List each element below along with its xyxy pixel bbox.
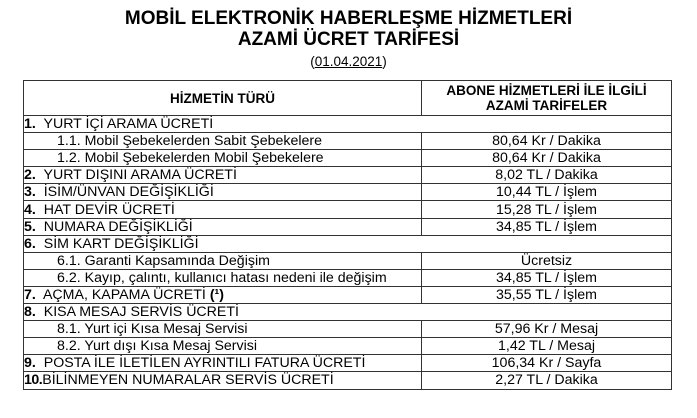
sub-item-row [24, 252, 672, 269]
service-cell [24, 133, 422, 150]
service-label: SİM KART DEĞİŞİKLİĞİ [43, 235, 199, 252]
sub-item-row [24, 321, 672, 338]
section-row [24, 235, 672, 252]
service-cell [24, 338, 422, 355]
item-number: 7. [24, 286, 36, 303]
sub-item-row [24, 338, 672, 355]
date-close-paren: ) [382, 54, 387, 69]
footnote-marker: (¹) [209, 286, 225, 303]
tariff-value-cell: 34,85 TL / İşlem [422, 269, 672, 286]
table-row [24, 167, 672, 184]
service-label: KISA MESAJ SERVİS ÜCRETİ [43, 304, 239, 321]
table-row [24, 218, 672, 235]
service-cell [24, 286, 422, 303]
tariff-value-cell: 106,34 Kr / Sayfa [422, 355, 672, 372]
service-label: POSTA İLE İLETİLEN AYRINTILI FATURA ÜCRETİ [43, 355, 366, 372]
document-title-line-2: AZAMİ ÜCRET TARİFESİ [237, 29, 460, 50]
tariff-value-cell: 15,28 TL / İşlem [422, 201, 672, 218]
service-label: NUMARA DEĞİŞİKLİĞİ [43, 218, 193, 235]
tariff-value-cell: 1,42 TL / Mesaj [422, 338, 672, 355]
tariff-value-cell: 10,44 TL / İşlem [422, 184, 672, 201]
table-row [24, 184, 672, 201]
table-row [24, 355, 672, 372]
tariff-value-cell: Ücretsiz [422, 252, 672, 269]
column-header-tariffs-line-2: AZAMİ TARİFELER [485, 98, 608, 113]
table-header-row [24, 81, 672, 116]
service-cell [24, 116, 672, 133]
spacer [36, 236, 44, 252]
table-row [24, 372, 672, 389]
spacer [36, 184, 44, 200]
tariff-table [23, 80, 672, 390]
item-number: 6. [24, 235, 36, 252]
service-cell [24, 355, 422, 372]
spacer [36, 219, 44, 235]
service-label: YURT DIŞINI ARAMA ÜCRETİ [43, 167, 237, 184]
sub-item-row [24, 269, 672, 286]
service-label: 1.2. Mobil Şebekelerden Mobil Şebekelere [57, 150, 324, 167]
section-row [24, 116, 672, 133]
service-cell [24, 150, 422, 167]
spacer [36, 202, 44, 218]
table-row [24, 286, 672, 303]
service-cell [24, 321, 422, 338]
column-header-tariffs [422, 81, 672, 116]
service-cell [24, 372, 422, 389]
service-label: AÇMA, KAPAMA ÜCRETİ [42, 286, 206, 303]
document-header [0, 8, 697, 71]
column-header-tariffs-line-1: ABONE HİZMETLERİ İLE İLGİLİ [446, 83, 647, 98]
sub-item-row [24, 150, 672, 167]
service-cell [24, 304, 672, 321]
service-label: İSİM/ÜNVAN DEĞİŞİKLİĞİ [43, 184, 214, 201]
section-row [24, 304, 672, 321]
item-number: 9. [24, 355, 36, 372]
spacer [36, 304, 44, 320]
date-value: 01.04.2021 [314, 54, 383, 69]
service-cell [24, 184, 422, 201]
table-body [24, 116, 672, 390]
service-cell [24, 235, 672, 252]
service-label: 8.1. Yurt içi Kısa Mesaj Servisi [57, 321, 248, 338]
item-number: 2. [24, 167, 36, 184]
item-number: 4. [24, 201, 36, 218]
service-cell [24, 201, 422, 218]
service-label: YURT İÇİ ARAMA ÜCRETİ [43, 116, 214, 133]
column-header-service-type: HİZMETİN TÜRÜ [24, 81, 422, 116]
service-cell [24, 167, 422, 184]
item-number: 10. [24, 372, 43, 389]
item-number: 1. [24, 116, 36, 133]
tariff-value-cell: 80,64 Kr / Dakika [422, 150, 672, 167]
item-number: 3. [24, 184, 36, 201]
service-label: BİLİNMEYEN NUMARALAR SERVİS ÜCRETİ [42, 372, 334, 389]
tariff-value-cell: 34,85 TL / İşlem [422, 218, 672, 235]
spacer [36, 287, 43, 303]
item-number: 5. [24, 218, 36, 235]
tariff-value-cell: 35,55 TL / İşlem [422, 286, 672, 303]
service-cell [24, 269, 422, 286]
date-open-paren: ( [310, 54, 315, 69]
service-cell [24, 252, 422, 269]
tariff-value-cell: 57,96 Kr / Mesaj [422, 321, 672, 338]
spacer [36, 355, 44, 371]
service-label: 6.1. Garanti Kapsamında Değişim [57, 252, 270, 269]
effective-date [0, 52, 697, 71]
service-label: HAT DEVİR ÜCRETİ [43, 201, 175, 218]
service-label: 1.1. Mobil Şebekelerden Sabit Şebekelere [57, 133, 323, 150]
service-label: 6.2. Kayıp, çalıntı, kullanıcı hatası nedeni ile değişim [57, 269, 387, 286]
service-label: 8.2. Yurt dışı Kısa Mesaj Servisi [57, 338, 258, 355]
service-cell [24, 218, 422, 235]
tariff-value-cell: 2,27 TL / Dakika [422, 372, 672, 389]
tariff-value-cell: 8,02 TL / Dakika [422, 167, 672, 184]
item-number: 8. [24, 304, 36, 321]
table-row [24, 201, 672, 218]
document-title-line-1: MOBİL ELEKTRONİK HABERLEŞME HİZMETLERİ [124, 8, 573, 29]
sub-item-row [24, 133, 672, 150]
tariff-value-cell: 80,64 Kr / Dakika [422, 133, 672, 150]
